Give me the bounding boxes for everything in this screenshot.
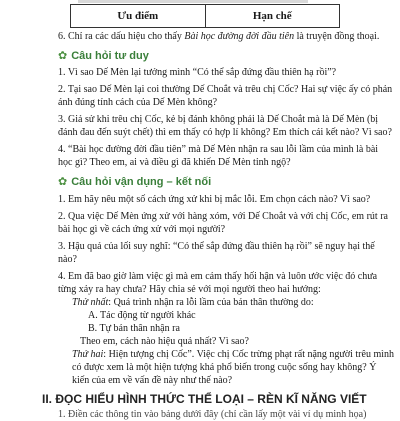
try-first-label: Thử nhất bbox=[72, 296, 109, 308]
section-application-questions bbox=[58, 175, 394, 189]
section-thinking-questions bbox=[58, 49, 394, 63]
try-second bbox=[58, 348, 394, 387]
table-top-strip bbox=[78, 0, 308, 3]
reading-item-1: 1. Điền các thông tin vào bảng dưới đây (chỉ cần lấy một vài ví dụ minh họa) bbox=[58, 409, 367, 421]
thinking-question-2: 2. Tại sao Dế Mèn lại coi thường Dế Choắt và trêu chị Cốc? Hai sự việc ấy có phản ánh đúng tính cách của Dế Mèn không? bbox=[58, 84, 393, 109]
try-first bbox=[58, 296, 394, 309]
item-6-title: Bài học đường đời đầu tiên bbox=[184, 31, 295, 42]
try-first-text: : Quá trình nhận ra lỗi lầm của bản thân thường do: bbox=[108, 296, 314, 308]
item-6-suffix: là truyện đồng thoại. bbox=[294, 31, 380, 42]
try-second-label: Thứ hai bbox=[72, 348, 104, 360]
try-second-text: : Hiện tượng chị Cốc”. Việc chị Cốc trừng phạt rất nặng người trêu mình có được xem là một hiện tượng khá phổ biến trong cuộc sống hay không? Ý kiến của em về vấn đề này như thế nào? bbox=[72, 348, 395, 386]
thinking-question-1: 1. Vì sao Dế Mèn lại tưởng mình “Có thể sắp đứng đầu thiên hạ rồi”? bbox=[58, 67, 337, 79]
table-col-cons: Hạn chế bbox=[205, 5, 340, 27]
option-b: B. Tự bản thân nhận ra bbox=[88, 322, 180, 334]
section-thinking-title: Câu hỏi tư duy bbox=[71, 50, 149, 62]
thinking-question-3: 3. Giả sử khi trêu chị Cốc, kẻ bị đánh không phải là Dế Choắt mà là Dế Mèn (bị đánh đau đến suýt chết) thì em thấy có hợp lí không? Em thích cái kết nào? Vì sao? bbox=[58, 114, 392, 139]
option-a: A. Tác động từ người khác bbox=[88, 309, 196, 321]
comparison-table-header bbox=[70, 4, 340, 28]
application-question-3: 3. Hậu quả của lối suy nghĩ: “Có thể sắp đứng đầu thiên hạ rồi” sẽ nguy hại thế nào? bbox=[58, 240, 375, 265]
application-question-1: 1. Em hãy nêu một số cách ứng xử khi bị mắc lỗi. Em chọn cách nào? Vì sao? bbox=[58, 193, 371, 205]
section-application-title: Câu hỏi vận dụng – kết nối bbox=[71, 176, 212, 189]
try-first-question: Theo em, cách nào hiệu quả nhất? Vì sao? bbox=[80, 335, 249, 347]
application-question-4: 4. Em đã bao giờ làm việc gì mà em cảm thấy hối hận và luôn ước việc đó chưa từng xảy ra hay chưa? Hãy chia sẻ với mọi người theo hai hướng: bbox=[58, 270, 378, 295]
thinking-question-4: 4. “Bài học đường đời đầu tiên” mà Dế Mèn nhận ra sau lỗi lầm của mình là bài học gì? Theo em, ai và điều gì đã khiến Dế Mèn tỉnh ngộ? bbox=[58, 144, 379, 169]
item-6-prefix: 6. Chỉ ra các dấu hiệu cho thấy bbox=[58, 31, 185, 42]
application-question-2: 2. Qua việc Dế Mèn ứng xử với hàng xóm, với Dế Choắt và với chị Cốc, em rút ra bài học gì về cách ứng xử với mọi người? bbox=[58, 210, 388, 235]
section-reading-heading: II. ĐỌC HIỂU HÌNH THỨC THỂ LOẠI – RÈN KĨ NĂNG VIẾT bbox=[42, 391, 367, 406]
flower-icon: ✿ bbox=[58, 50, 68, 62]
item-6 bbox=[58, 30, 394, 43]
main-content bbox=[42, 30, 395, 421]
table-col-pros: Ưu điểm bbox=[117, 9, 159, 22]
flower-icon: ✿ bbox=[58, 176, 68, 189]
